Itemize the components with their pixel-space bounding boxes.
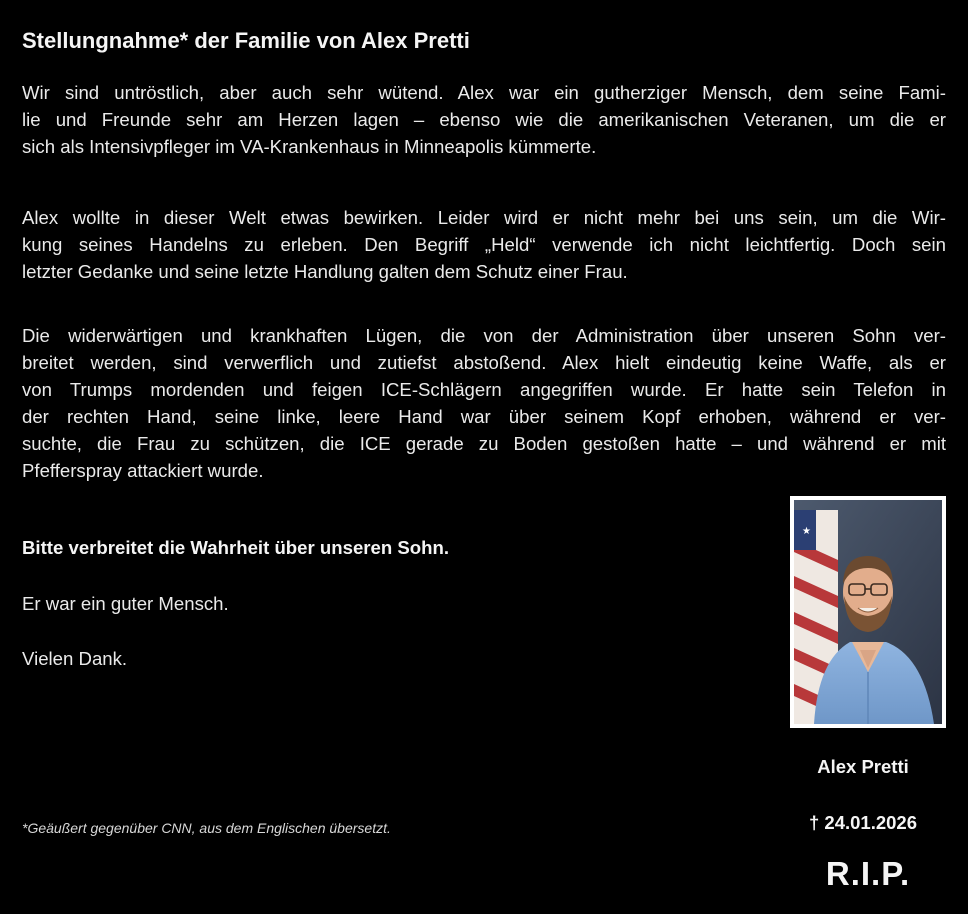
thanks-text: Vielen Dank. (22, 648, 128, 669)
paragraph-lies (22, 322, 946, 484)
paragraph-hero (22, 204, 946, 285)
memorial-death-date: † 24.01.2026 (808, 812, 918, 833)
paragraph-line: der rechten Hand, seine linke, leere Hand war über seinem Kopf erhoben, während er ver- (22, 406, 946, 427)
paragraph-line: Alex wollte in dieser Welt etwas bewirken. Leider wird er nicht mehr bei uns sein, um die Wir- (22, 207, 946, 228)
footnote: *Geäußert gegenüber CNN, aus dem Englischen übersetzt. (22, 820, 391, 836)
paragraph-line: Wir sind untröstlich, aber auch sehr wütend. Alex war ein gutherziger Mensch, dem seine Fami- (22, 82, 946, 103)
svg-text:★: ★ (802, 526, 811, 537)
paragraph-line: breitet werden, sind verwerflich und zutiefst abstoßend. Alex hielt eindeutig keine Waffe, als er (22, 352, 946, 373)
appeal-text: Bitte verbreitet die Wahrheit über unseren Sohn. (22, 537, 450, 558)
paragraph-line: sich als Intensivpfleger im VA-Krankenhaus in Minneapolis kümmerte. (22, 136, 597, 157)
memorial-name: Alex Pretti (817, 756, 909, 777)
paragraph-line: lie und Freunde sehr am Herzen lagen – ebenso wie die amerikanischen Veteranen, um die er (22, 109, 946, 130)
paragraph-line: suchte, die Frau zu schützen, die ICE gerade zu Boden gestoßen hatte – und während er mit (22, 433, 946, 454)
paragraph-line: letzter Gedanke und seine letzte Handlung galten dem Schutz einer Frau. (22, 261, 628, 282)
portrait-photo-frame (790, 496, 946, 728)
good-person-text: Er war ein guter Mensch. (22, 593, 229, 614)
paragraph-line: Pfefferspray attackiert wurde. (22, 460, 264, 481)
portrait-photo-icon (794, 500, 942, 724)
statement-title: Stellungnahme* der Familie von Alex Pretti (22, 28, 470, 53)
paragraph-line: kung seines Handelns zu erleben. Den Begriff „Held“ verwende ich nicht leichtfertig. Doch sein (22, 234, 946, 255)
paragraph-line: Die widerwärtigen und krankhaften Lügen, die von der Administration über unseren Sohn ver- (22, 325, 946, 346)
memorial-rip: R.I.P. (825, 855, 911, 892)
paragraph-grief (22, 79, 946, 160)
paragraph-line: von Trumps mordenden und feigen ICE-Schlägern angegriffen wurde. Er hatte sein Telefon in (22, 379, 946, 400)
